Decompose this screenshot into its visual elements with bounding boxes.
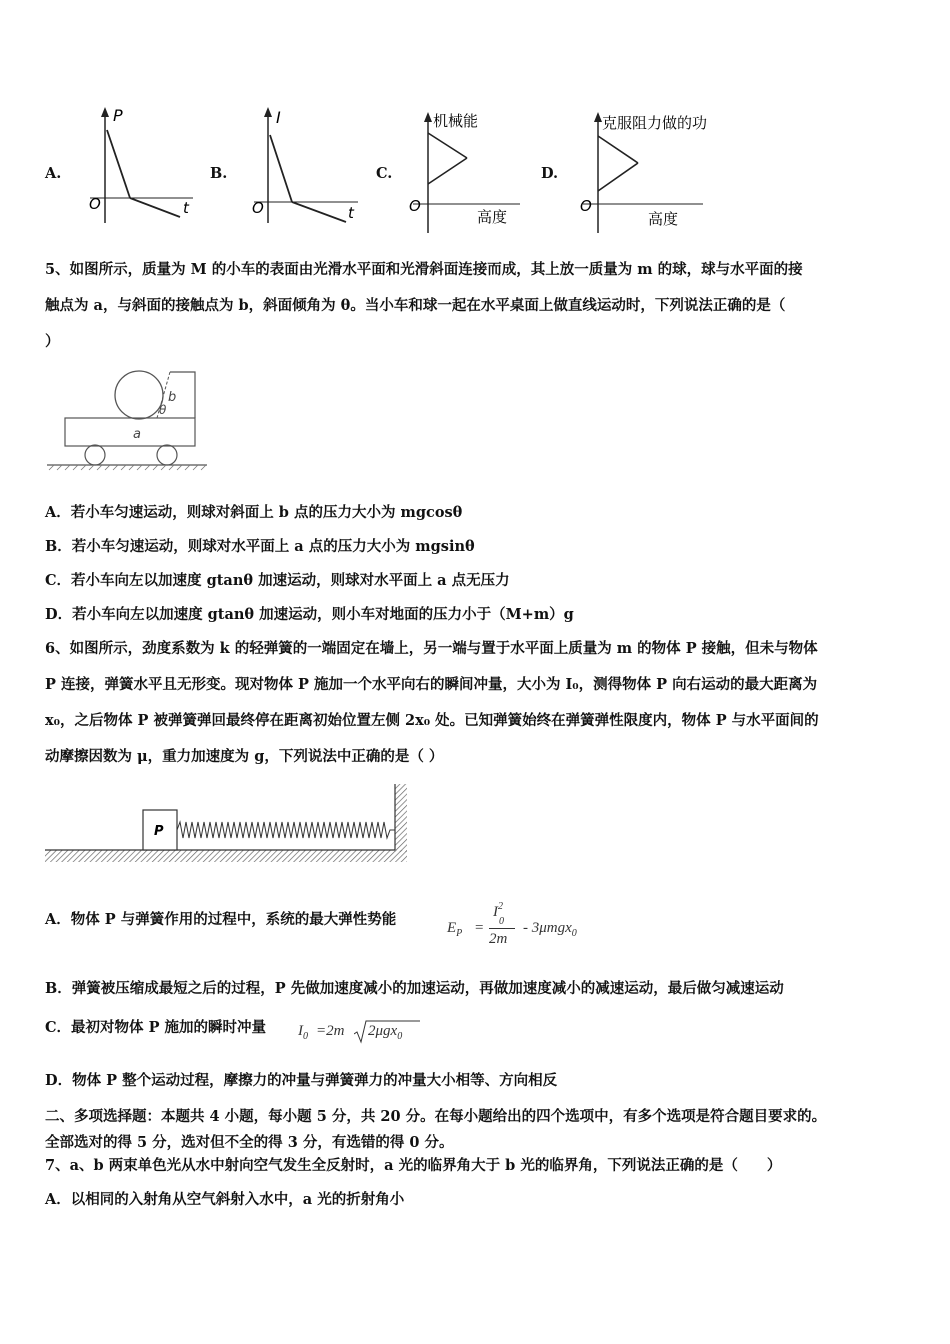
q5-option-d[interactable]: D．若小车向左以加速度 gtanθ 加速运动，则小车对地面的压力小于（M+m）g [45, 606, 574, 623]
q5-option-a[interactable]: A．若小车匀速运动，则球对斜面上 b 点的压力大小为 mgcosθ [45, 504, 463, 521]
formula-c-root: 2μgx [368, 1023, 398, 1039]
formula-a-ep-sub: P [456, 928, 463, 939]
graph-b-y-label: I [276, 108, 281, 127]
graph-c [405, 108, 525, 233]
q6-option-c-formula [298, 1017, 428, 1047]
formula-a-eq: = [475, 920, 484, 936]
q5-fig-label-theta: θ [159, 403, 167, 417]
q5-cart-figure [45, 365, 215, 475]
formula-a-ep: E [447, 920, 457, 936]
q6-option-a-formula [447, 901, 607, 954]
formula-c-eq: =2m [316, 1023, 345, 1039]
graph-d-x-label: 高度 [648, 210, 679, 228]
q5-stem-line3: ） [45, 333, 60, 350]
q5-stem-line2: 触点为 a，与斜面的接触点为 b，斜面倾角为 θ。当小车和球一起在水平桌面上做直线运动时，下列说法正确的是（ [45, 297, 786, 314]
formula-c-root-sub: 0 [397, 1031, 403, 1042]
formula-a-num-sub: 0 [499, 916, 504, 927]
section2-line2: 全部选对的得 5 分，选对但不全的得 3 分，有选错的得 0 分。 [45, 1134, 454, 1151]
q7-stem: 7、a、b 两束单色光从水中射向空气发生全反射时，a 光的临界角大于 b 光的临界角，下列说法正确的是（ ） [45, 1157, 782, 1174]
q5-fig-label-b: b [168, 390, 177, 405]
section2-heading [45, 1104, 925, 1156]
q6-block-label: P [154, 824, 164, 839]
formula-a-den: 2m [489, 931, 508, 947]
q6-option-b[interactable]: B．弹簧被压缩成最短之后的过程，P 先做加速度减小的加速运动，再做加速度减小的减速运动，最后做匀减速运动 [45, 980, 784, 997]
formula-a-num-sup: 2 [498, 901, 503, 912]
q6-option-c[interactable] [45, 1018, 905, 1038]
graph-b [250, 105, 365, 225]
graph-a [85, 105, 200, 225]
graph-b-x-label: t [348, 204, 354, 222]
graph-c-label: C. [376, 165, 393, 182]
graph-d-origin: O [580, 197, 592, 215]
section2-line1: 二、多项选择题：本题共 4 小题，每小题 5 分，共 20 分。在每小题给出的四个选项中，有多个选项是符合题目要求的。 [45, 1108, 827, 1125]
graph-c-y-label: 机械能 [433, 112, 479, 130]
q6-spring [177, 822, 395, 838]
q6-stem-line1: 6、如图所示，劲度系数为 k 的轻弹簧的一端固定在墙上，另一端与置于水平面上质量为 m 的物体 P 接触，但未与物体 [45, 640, 818, 657]
graph-d [578, 108, 748, 233]
q5-option-c[interactable]: C．若小车向左以加速度 gtanθ 加速运动，则球对水平面上 a 点无压力 [45, 572, 510, 589]
formula-a-rest-sub: 0 [571, 928, 577, 939]
q6-option-d[interactable]: D．物体 P 整个运动过程，摩擦力的冲量与弹簧弹力的冲量大小相等、方向相反 [45, 1072, 558, 1089]
graph-d-label: D. [541, 165, 559, 182]
q6-stem [45, 631, 913, 775]
q6-stem-line4: 动摩擦因数为 μ，重力加速度为 g，下列说法中正确的是（ ） [45, 748, 444, 765]
q5-stem-line1: 5、如图所示，质量为 M 的小车的表面由光滑水平面和光滑斜面连接而成，其上放一质量为 m 的球，球与水平面的接 [45, 261, 803, 278]
formula-a-num: I [493, 904, 498, 920]
q5-fig-label-a: a [133, 427, 141, 442]
q6-option-c-text: C．最初对物体 P 施加的瞬时冲量 [45, 1019, 267, 1036]
q6-option-a-text: A．物体 P 与弹簧作用的过程中，系统的最大弹性势能 [45, 911, 397, 928]
graph-d-y-label: 克服阻力做的功 [602, 114, 708, 132]
graph-b-origin: O [252, 199, 264, 217]
graph-a-origin: O [89, 195, 101, 213]
formula-c-i: I [298, 1023, 303, 1039]
q6-stem-line3: x₀，之后物体 P 被弹簧弹回最终停在距离初始位置左侧 2x₀ 处。已知弹簧始终在弹簧弹性限度内，物体 P 与水平面间的 [45, 712, 819, 729]
q6-spring-figure [45, 782, 410, 867]
graph-b-label: B. [210, 165, 228, 182]
q5-option-b[interactable]: B．若小车匀速运动，则球对水平面上 a 点的压力大小为 mgsinθ [45, 538, 475, 555]
graph-c-origin: O [409, 197, 421, 215]
graph-c-x-label: 高度 [477, 208, 508, 226]
formula-c-i-sub: 0 [303, 1031, 308, 1042]
graph-a-label: A. [45, 165, 62, 182]
q6-stem-line2: P 连接，弹簧水平且无形变。现对物体 P 施加一个水平向右的瞬间冲量，大小为 I₀，测得物体 P 向右运动的最大距离为 [45, 676, 818, 693]
q5-stem [45, 252, 913, 360]
q7-option-a[interactable]: A．以相同的入射角从空气斜射入水中，a 光的折射角小 [45, 1191, 405, 1208]
formula-a-rest: - 3μmgx [523, 920, 572, 936]
graph-a-y-label: P [113, 106, 123, 125]
graph-a-x-label: t [183, 199, 189, 217]
